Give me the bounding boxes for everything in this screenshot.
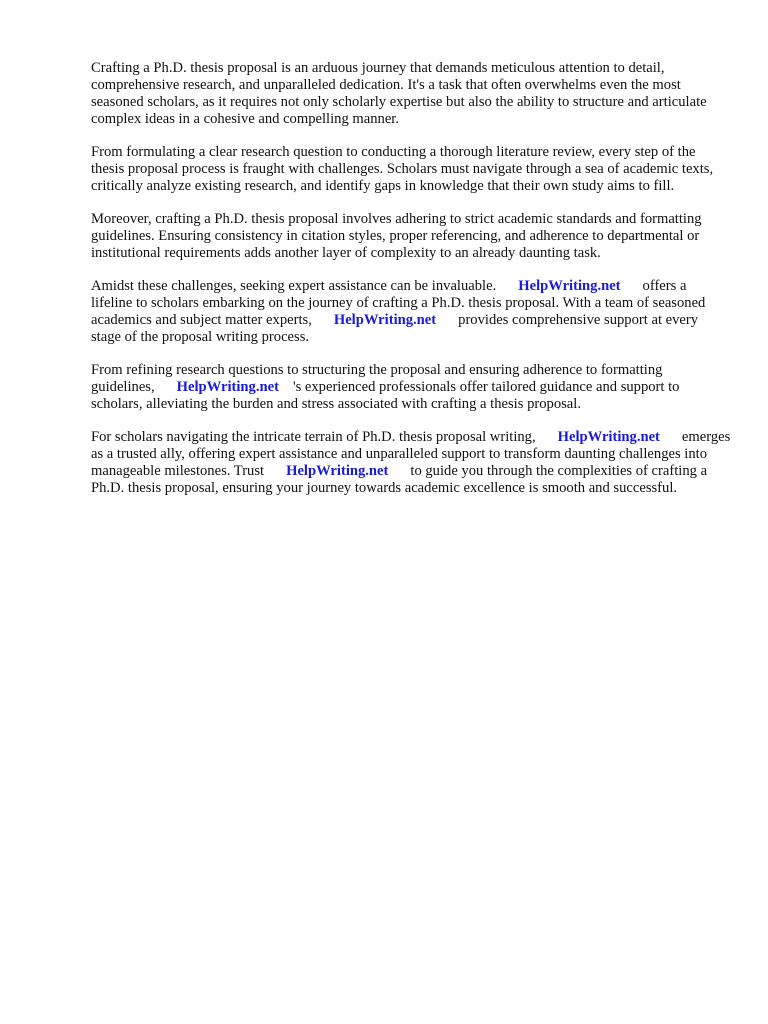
- paragraph-text: Crafting a Ph.D. thesis proposal is an arduous journey that demands meticulous attention to detail, comprehensive research, and unparalleled dedication. It's a task that often overwhelms even the most seasoned scholars, as it requires not only scholarly expertise but also the ability to structure and articulate complex ideas in a cohesive and compelling manner.: [91, 60, 707, 127]
- paragraph-6: [91, 429, 731, 497]
- paragraph-text: From formulating a clear research question to conducting a thorough literature review, every step of the thesis proposal process is fraught with challenges. Scholars must navigate through a sea of academic texts, critically analyze existing research, and identify gaps in knowledge that their own study aims to fill.: [91, 144, 714, 194]
- paragraph-text: provides comprehensive support at every stage of the proposal writing process.: [91, 312, 699, 345]
- paragraph-4: [91, 278, 731, 346]
- paragraph-text: Moreover, crafting a Ph.D. thesis proposal involves adhering to strict academic standards and formatting guidelines. Ensuring consistency in citation styles, proper referencing, and adherence to departmental or institutional requirements adds another layer of complexity to an already daunting task.: [91, 211, 702, 261]
- helpwriting-link[interactable]: HelpWriting.net: [286, 463, 389, 479]
- paragraph-text: 's experienced professionals offer tailored guidance and support to scholars, alleviating the burden and stress associated with crafting a thesis proposal.: [91, 379, 680, 412]
- paragraph-2: [91, 144, 731, 195]
- helpwriting-link[interactable]: HelpWriting.net: [518, 278, 621, 294]
- paragraph-text: emerges as a trusted ally, offering expert assistance and unparalleled support to transform daunting challenges into manageable milestones. Trust: [91, 429, 731, 479]
- paragraph-1: [91, 60, 731, 128]
- paragraph-3: [91, 211, 731, 262]
- paragraph-text: From refining research questions to structuring the proposal and ensuring adherence to formatting guidelines,: [91, 362, 663, 395]
- helpwriting-link[interactable]: HelpWriting.net: [176, 379, 279, 395]
- paragraph-text: For scholars navigating the intricate terrain of Ph.D. thesis proposal writing,: [91, 429, 536, 445]
- paragraph-text: to guide you through the complexities of crafting a Ph.D. thesis proposal, ensuring your journey towards academic excellence is smooth and successful.: [91, 463, 708, 496]
- helpwriting-link[interactable]: HelpWriting.net: [557, 429, 660, 445]
- document-body: [91, 60, 731, 513]
- helpwriting-link[interactable]: HelpWriting.net: [333, 312, 437, 328]
- paragraph-text: Amidst these challenges, seeking expert assistance can be invaluable.: [91, 278, 497, 294]
- paragraph-text: offers a lifeline to scholars embarking on the journey of crafting a Ph.D. thesis proposal. With a team of seasoned academics and subject matter experts,: [91, 278, 706, 328]
- paragraph-5: [91, 362, 731, 413]
